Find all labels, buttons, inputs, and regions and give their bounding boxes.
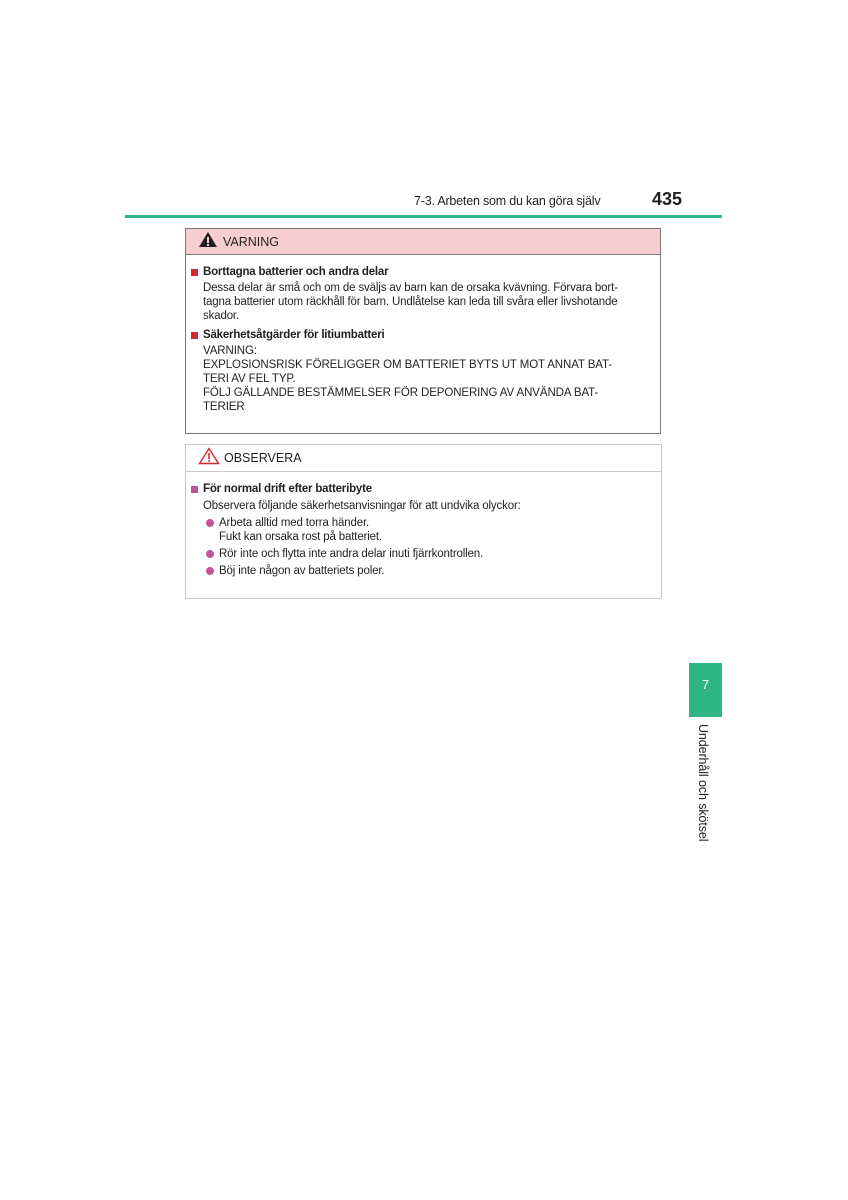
caution-box: [185, 444, 662, 599]
section-title: 7-3. Arbeten som du kan göra själv: [414, 194, 601, 208]
warning-triangle-icon: [198, 231, 218, 253]
bullet-text: Böj inte någon av batteriets poler.: [219, 565, 385, 577]
bullet-dot-icon: [206, 550, 214, 558]
warning-item-line: FÖLJ GÄLLANDE BESTÄMMELSER FÖR DEPONERING AV ANVÄNDA BAT-: [203, 387, 599, 399]
bullet-dot-icon: [206, 519, 214, 527]
list-item: [203, 516, 651, 544]
warning-item-line: VARNING:: [203, 345, 257, 357]
warning-item-line: TERI AV FEL TYP.: [203, 373, 296, 385]
caution-title: OBSERVERA: [224, 451, 302, 465]
red-square-icon: [191, 332, 198, 339]
caution-heading: För normal drift efter batteribyte: [203, 483, 372, 495]
warning-item-line: TERIER: [203, 401, 245, 413]
warning-item-line: tagna batterier utom räckhåll för barn. Undlåtelse kan leda till svåra eller livshotande: [203, 296, 618, 308]
caution-triangle-icon: [198, 447, 220, 470]
chapter-tab[interactable]: [689, 663, 722, 717]
warning-item: [191, 328, 650, 414]
warning-item-line: skador.: [203, 310, 240, 322]
pink-square-icon: [191, 486, 198, 493]
chapter-label: Underhåll och skötsel: [696, 724, 710, 842]
list-item: [203, 564, 651, 578]
caution-header: [186, 445, 661, 472]
page-number: 435: [652, 189, 683, 209]
warning-item-heading: Säkerhetsåtgärder för litiumbatteri: [203, 329, 385, 341]
warning-item-heading: Borttagna batterier och andra delar: [203, 266, 389, 278]
bullet-text: Arbeta alltid med torra händer.: [219, 517, 370, 529]
red-square-icon: [191, 269, 198, 276]
warning-item-line: Dessa delar är små och om de sväljs av barn kan de orsaka kvävning. Förvara bort-: [203, 282, 618, 294]
bullet-text: Fukt kan orsaka rost på batteriet.: [219, 531, 383, 543]
bullet-dot-icon: [206, 567, 214, 575]
chapter-number: 7: [701, 677, 710, 692]
warning-item-line: EXPLOSIONSRISK FÖRELIGGER OM BATTERIET BYTS UT MOT ANNAT BAT-: [203, 359, 613, 371]
header-rule: [125, 215, 722, 218]
bullet-text: Rör inte och flytta inte andra delar inuti fjärrkontrollen.: [219, 548, 484, 560]
caution-intro: Observera följande säkerhetsanvisningar för att undvika olyckor:: [203, 500, 521, 512]
list-item: [203, 547, 651, 561]
warning-box: [185, 228, 661, 434]
warning-item: [191, 265, 650, 323]
warning-title: VARNING: [223, 234, 280, 249]
warning-header: [186, 229, 660, 255]
